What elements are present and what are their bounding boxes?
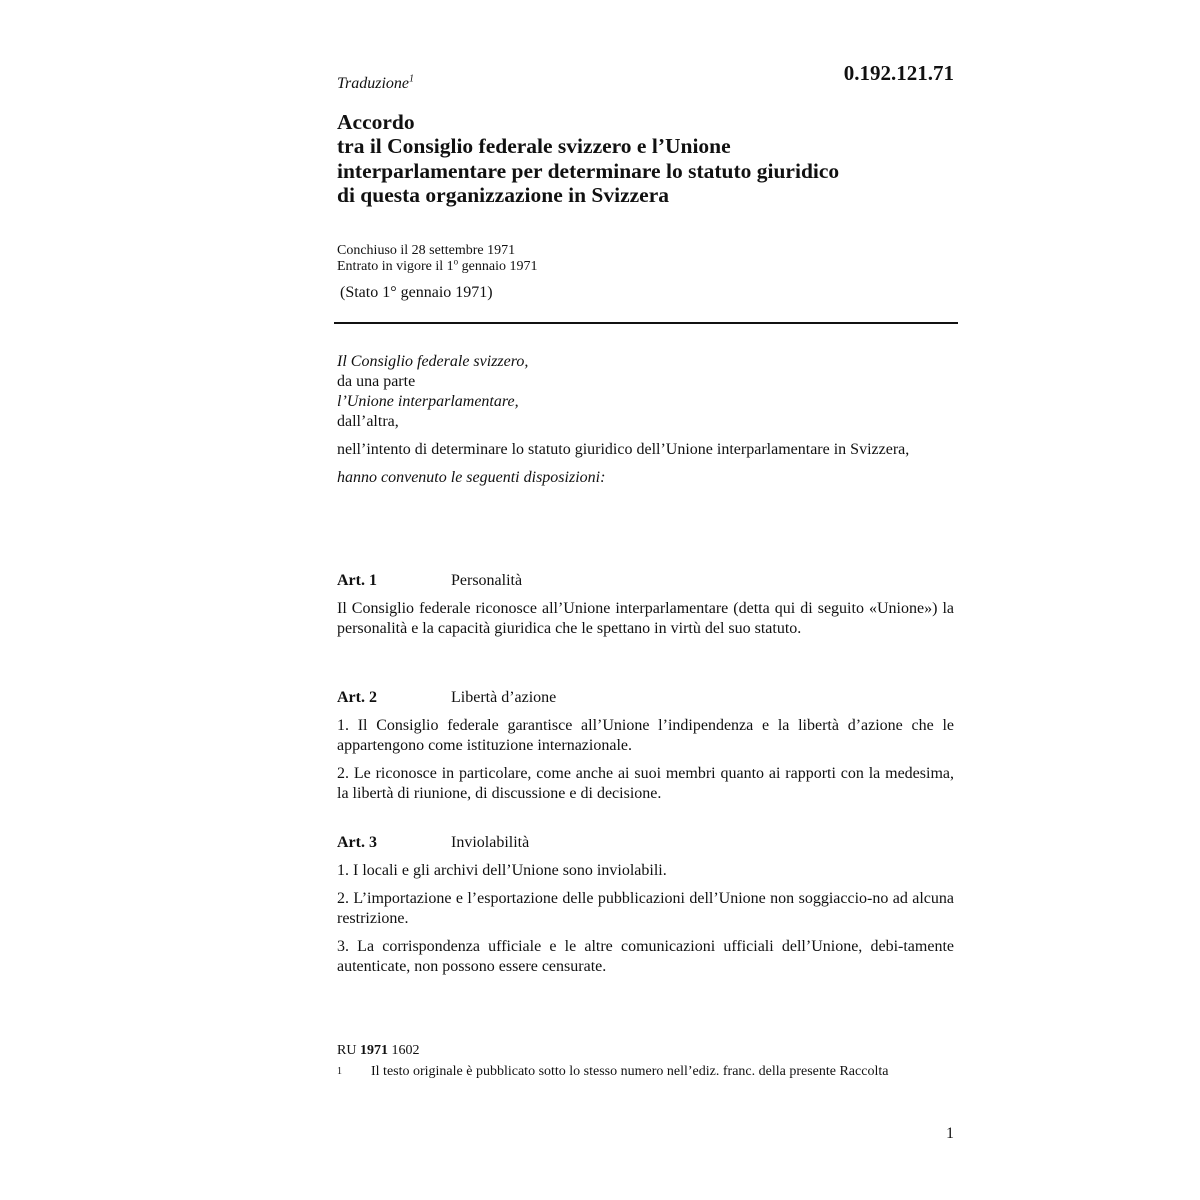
source-reference bbox=[337, 1042, 419, 1060]
article-title: Personalità bbox=[451, 572, 523, 589]
footnote-reference: 1 bbox=[409, 73, 415, 85]
document-title bbox=[337, 110, 957, 207]
article-paragraph: 1. Il Consiglio federale garantisce all’Unione l’indipendenza e la libertà d’azione che le appartengono come istituzione internazionale. bbox=[337, 717, 954, 754]
footnote-mark: 1 bbox=[337, 1066, 342, 1077]
article-1 bbox=[337, 571, 954, 647]
party-two-role: dall’altra, bbox=[337, 413, 399, 430]
in-force-date bbox=[337, 256, 538, 275]
concluded-date: Conchiuso il 28 settembre 1971 bbox=[337, 243, 516, 258]
translation-label bbox=[337, 74, 414, 94]
source-page: 1602 bbox=[387, 1043, 420, 1058]
article-heading bbox=[337, 571, 954, 591]
party-one: Il Consiglio federale svizzero, bbox=[337, 353, 529, 370]
preamble bbox=[337, 352, 954, 488]
article-number: Art. 2 bbox=[337, 689, 377, 706]
footnote-text: Il testo originale è pubblicato sotto lo stesso numero nell’ediz. franc. della presente Raccolta bbox=[371, 1064, 889, 1079]
sr-number: 0.192.121.71 bbox=[843, 61, 954, 85]
title-line: interparlamentare per determinare lo statuto giuridico bbox=[337, 158, 840, 183]
article-title: Inviolabilità bbox=[451, 834, 530, 851]
title-line: di questa organizzazione in Svizzera bbox=[337, 182, 670, 207]
source-year: 1971 bbox=[359, 1043, 388, 1058]
article-paragraph: 3. La corrispondenza ufficiale e le altre comunicazioni ufficiali dell’Unione, debi-tamente autenticate, non possono essere censurate. bbox=[337, 938, 954, 975]
article-paragraph: 2. L’importazione e l’esportazione delle pubblicazioni dell’Unione non soggiaccio-no ad alcuna restrizione. bbox=[337, 890, 954, 927]
title-line: tra il Consiglio federale svizzero e l’Unione bbox=[337, 134, 731, 159]
preamble-intent: nell’intento di determinare lo statuto giuridico dell’Unione interparlamentare in Svizzera, bbox=[337, 441, 910, 458]
party-two: l’Unione interparlamentare, bbox=[337, 393, 519, 410]
header-divider bbox=[334, 322, 958, 324]
source-prefix: RU bbox=[337, 1043, 360, 1058]
document-dates bbox=[337, 243, 537, 275]
article-3 bbox=[337, 833, 954, 985]
article-number: Art. 3 bbox=[337, 834, 377, 851]
article-heading bbox=[337, 833, 954, 853]
article-2 bbox=[337, 688, 954, 812]
article-heading bbox=[337, 688, 954, 708]
article-title: Libertà d’azione bbox=[451, 689, 557, 706]
in-force-suffix: gennaio 1971 bbox=[458, 259, 538, 274]
title-line: Accordo bbox=[337, 110, 415, 134]
article-paragraph: 2. Le riconosce in particolare, come anche ai suoi membri quanto ai rapporti con la medesima, la libertà di riunione, di discussione e di decisione. bbox=[337, 765, 954, 802]
in-force-ordinal: o bbox=[453, 256, 459, 267]
status-date: (Stato 1° gennaio 1971) bbox=[340, 284, 493, 301]
party-one-role: da una parte bbox=[337, 373, 416, 390]
article-paragraph: Il Consiglio federale riconosce all’Unione interparlamentare (detta qui di seguito «Unione») la personalità e la capacità giuridica che le spettano in virtù del suo statuto. bbox=[337, 600, 954, 637]
footnote bbox=[337, 1063, 917, 1080]
article-number: Art. 1 bbox=[337, 572, 377, 589]
translation-label-text: Traduzione bbox=[337, 75, 410, 92]
page-number: 1 bbox=[946, 1125, 954, 1142]
preamble-agreed: hanno convenuto le seguenti disposizioni: bbox=[337, 469, 606, 486]
article-paragraph: 1. I locali e gli archivi dell’Unione sono inviolabili. bbox=[337, 862, 667, 879]
in-force-prefix: Entrato in vigore il 1 bbox=[337, 259, 454, 274]
